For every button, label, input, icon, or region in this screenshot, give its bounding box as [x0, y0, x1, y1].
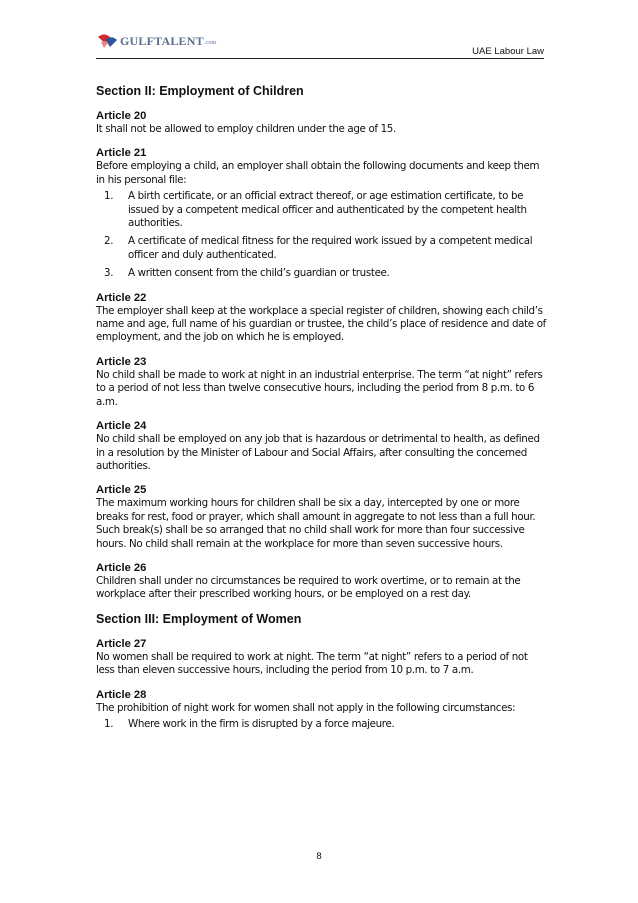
list-item-text: A certificate of medical fitness for the required work issued by a competent medical officer and duly authenticated.: [128, 235, 533, 261]
article-20: [96, 109, 546, 136]
page-header: [96, 32, 544, 56]
article-title: Article 22: [96, 291, 147, 304]
article-22: [96, 291, 546, 345]
article-24: [96, 419, 546, 473]
header-divider: [96, 58, 544, 59]
list-item-text: A birth certificate, or an official extract thereof, or age estimation certificate, to be issued by a competent medical officer and authenticated by the competent health authorities.: [128, 190, 527, 230]
list-item-number: 1.: [104, 717, 114, 730]
page-number: 8: [316, 851, 322, 862]
list-item: [104, 718, 546, 731]
article-title: Article 25: [96, 484, 147, 497]
list-item-text: A written consent from the child’s guardian or trustee.: [128, 267, 390, 280]
section-title: Section II: Employment of Children: [96, 84, 304, 98]
article-text: The maximum working hours for children shall be six a day, intercepted by one or more breaks for rest, food or prayer, which shall amount in aggregate to not less than a full hour. Such break(s) shall be so arranged that no child shall work for more than four successive hours. No child shall remain at the workplace for more than seven successive hours.: [96, 497, 536, 550]
section-title: Section III: Employment of Women: [96, 611, 302, 626]
logo-mark-icon: [96, 33, 118, 49]
list-item: [104, 190, 546, 230]
article-title: Article 20: [96, 110, 147, 122]
article-text: No child shall be employed on any job that is hazardous or detrimental to health, as defined in a resolution by the Minister of Labour and Social Affairs, after consulting the concerned authorities.: [96, 433, 540, 472]
list-item-number: 1.: [104, 190, 114, 203]
list-item-number: 3.: [104, 267, 114, 280]
article-text: Children shall under no circumstances be required to work overtime, or to remain at the workplace after their prescribed working hours, or be employed on a rest day.: [96, 574, 521, 601]
article-26: [96, 561, 546, 602]
section-employment-of-women: [96, 612, 546, 732]
list-item-number: 2.: [104, 235, 114, 248]
article-text: The employer shall keep at the workplace a special register of children, showing each child’s name and age, full name of his guardian or trustee, the child’s place of residence and date of employment, and the job on which he is employed.: [96, 304, 546, 344]
list-item: [104, 235, 546, 262]
gulftalent-logo: [96, 33, 216, 49]
article-title: Article 26: [96, 561, 147, 574]
article-25: [96, 483, 546, 551]
list-item-text: Where work in the firm is disrupted by a force majeure.: [128, 717, 395, 730]
article-title: Article 27: [96, 637, 147, 650]
article-text: No women shall be required to work at night. The term “at night” refers to a period of not less than eleven successive hours, including the period from 10 p.m. to 7 a.m.: [96, 650, 528, 677]
article-23: [96, 355, 546, 409]
article-28: [96, 688, 546, 732]
document-list: [96, 718, 546, 731]
article-text: The prohibition of night work for women shall not apply in the following circumstances:: [96, 701, 516, 714]
logo-wordmark: GULFTALENT.com: [120, 33, 217, 48]
article-21: [96, 146, 546, 280]
article-title: Article 23: [96, 355, 147, 368]
document-list: [96, 190, 546, 280]
article-text: No child shall be made to work at night in an industrial enterprise. The term “at night” refers to a period of not less than twelve consecutive hours, including the period from 8 p.m. to 6 a.m.: [96, 368, 543, 408]
article-27: [96, 637, 546, 678]
article-title: Article 21: [96, 147, 147, 160]
article-text: Before employing a child, an employer shall obtain the following documents and keep them in his personal file:: [96, 160, 540, 186]
article-title: Article 28: [96, 688, 147, 701]
header-title: UAE Labour Law: [472, 46, 544, 57]
section-employment-of-children: [96, 84, 546, 602]
article-text: It shall not be allowed to employ children under the age of 15.: [96, 123, 396, 135]
article-title: Article 24: [96, 420, 147, 433]
list-item: [104, 267, 546, 280]
document-body: [96, 84, 546, 741]
